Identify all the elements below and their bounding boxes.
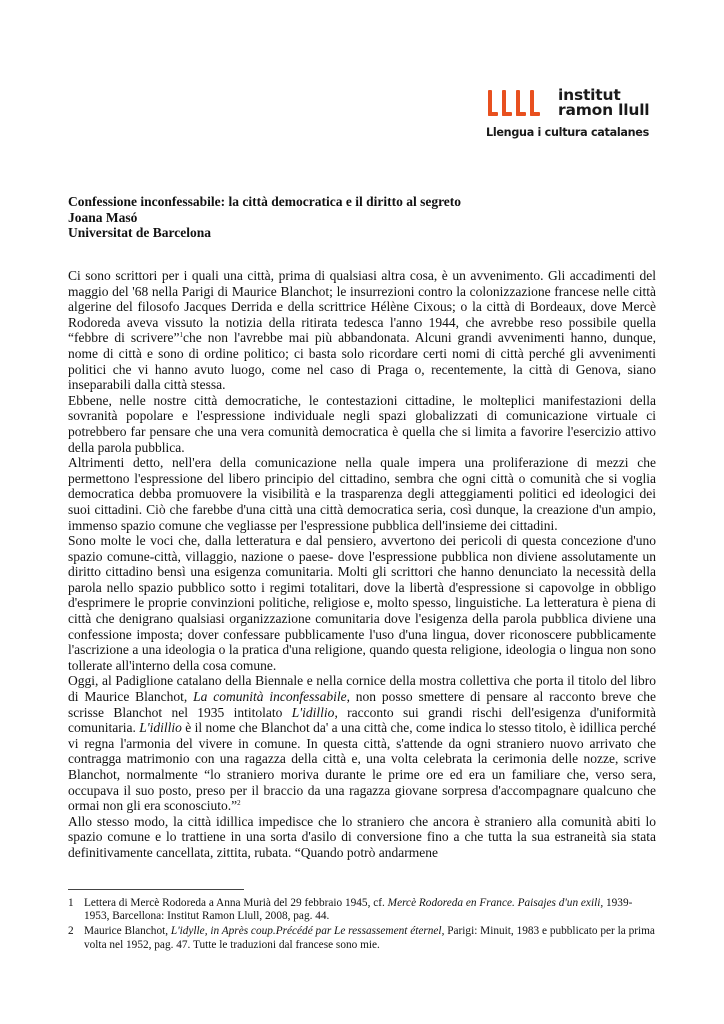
footnote-text: Maurice Blanchot, xyxy=(84,925,171,938)
footnote-italic-title: Mercè Rodoreda en France. Paisajes d'un exili, xyxy=(387,897,604,909)
book-title-italic: La comunità inconfessabile xyxy=(193,689,347,705)
institut-ramon-llull-logo xyxy=(482,84,652,148)
footnote-ref-1: 1 xyxy=(179,331,184,340)
footnote-1 xyxy=(68,897,656,923)
footnote-text: 1939-1953, Barcellona: Institut Ramon Llull, 2008, pag. 44. xyxy=(84,897,633,923)
footnote-ref-2: 2 xyxy=(237,799,241,808)
paragraph-1-end: che non l'avrebbe mai più abbandonata. Alcuni grandi avvenimenti hanno, dunque, nome di città e sono di ordine politico; ci basta solo ricordare certi nomi di città perché gli avvenimenti politici che vi hanno avuto luogo, come nel caso di Praga o, recentemente, la città di Genova, siano inseparabili dalla città stessa. xyxy=(68,330,656,393)
footnote-divider xyxy=(68,889,244,890)
paragraph-2: Ebbene, nelle nostre città democratiche, le contestazioni cittadine, le molteplici manifestazioni della sovranità popolare e l'espressione individuale negli spazi globalizzati di comunicazione virtuale ci potrebbero far pensare che una vera comunità democratica è quella che si limita a favorire l'esercizio attivo della parola pubblica. xyxy=(68,392,656,455)
paragraph-5-text-g: è il nome che Blanchot da' a una città che, come indica lo stesso titolo, è idillica perché vi regna l'armonia del vivere in comune. In questa città, s'attende da ogni straniero nuovo arrivato che contragga matrimonio con una ragazza della città e, una volta celebrata la cerimonia delle nozze, scrive Blanchot, normalmente “lo straniero moriva durante le prime ore ed era un familiare che, verso sera, occupava il suo posto, preso per il braccio da una ragazza giovane sorpresa d'accompagnare qualcuno che ormai non gli era sconosciuto.” xyxy=(68,720,656,814)
footnote-text: Lettera di Mercè Rodoreda a Anna Murià del 29 febbraio 1945, cf. xyxy=(84,897,388,909)
logo-wordmark xyxy=(558,88,649,118)
footnote-italic-title: L'idylle, in Après coup.Précédé par Le ressassement éternel xyxy=(170,925,442,938)
paragraph-5-text-a: Oggi, al Padiglione catalano della Biennale e nella cornice della mostra collettiva che porta il titolo del libro di Maurice Blanchot, xyxy=(68,673,656,705)
document-affiliation: Universitat de Barcelona xyxy=(68,225,211,240)
paragraph-5-text-e: , racconto sui grandi rischi dell'esigenza d'uniformità comunitaria. xyxy=(68,704,656,736)
paragraph-4: Sono molte le voci che, dalla letteratura e dal pensiero, avvertono dei pericoli di questa concezione d'uno spazio comune-città, villaggio, nazione o paese- dove l'espressione pubblica non diviene assolutamente un diritto cittadino bensì una esigenza comunitaria. Molti gli scrittori che hanno denunciato la necessità della parola nello spazio pubblico sotto i regimi totalitari, dove la libertà d'espressione si capovolge in obbligo d'esprimere le proprie convinzioni politiche, religiose e, molto spesso, linguistiche. La letteratura è piena di città che denigrano qualsiasi organizzazione comunitaria dove l'esigenza della parola pubblica diviene una confessione imposta; dover confessare pubblicamente l'uso d'una lingua, dover riconoscere pubblicamente l'ascrizione a una ideologia o la pratica d'una religione, quando questa religione, ideologia o lingua non sono tollerate all'interno della cosa comune. xyxy=(68,533,656,673)
paragraph-1-text: Ci sono scrittori per i quali una città, prima di qualsiasi altra cosa, è un avvenimento. Gli accadimenti del maggio del '68 nella Parigi di Maurice Blanchot; le insurrezioni contro la colonizzazione francese nelle città algerine del filosofo Jacques Derrida e della scrittrice Hélène Cixous; o la città di Bordeaux, dove Mercè Rodoreda aveva vissuto la notizia della ritirata tedesca l'anno 1944, che avrebbe reso possibile quella “febbre di scrivere” xyxy=(68,268,656,346)
footnote-number: 2 xyxy=(68,925,74,938)
footnote-2 xyxy=(68,925,656,951)
logo-tagline: Llengua i cultura catalanes xyxy=(486,126,649,139)
footnotes xyxy=(68,897,656,954)
paragraph-3: Altrimenti detto, nell'era della comunicazione nella quale impera una proliferazione di mezzi che permettono l'espressione del libero principio del cittadino, sembra che ogni città o comunità che si voglia democratica debba promuovere la visibilità e la trasparenza degli atteggiamenti politici ed ideologici dei suoi cittadini. Ciò che farebbe d'una città una città democratica seria, così dunque, la creazione d'un ampio, immenso spazio comune che vegliasse per l'espressione pubblica dell'insieme dei cittadini. xyxy=(68,455,656,533)
llll-logo-mark-icon xyxy=(488,90,546,116)
document-author: Joana Masó xyxy=(68,209,138,225)
paragraph-1 xyxy=(68,268,656,393)
document-header xyxy=(68,194,658,241)
logo-wordmark-line1: institut xyxy=(558,86,621,104)
paragraph-5 xyxy=(68,673,656,813)
story-title-italic-2: L'idillio xyxy=(139,720,182,736)
paragraph-5-text-c: , non posso smettere di pensare al racconto breve che scrisse Blanchot nel 1935 intitolato xyxy=(68,689,656,720)
footnote-text: , Parigi: Minuit, 1983 e pubblicato per la prima volta nel 1952, pag. 47. Tutte le traduzioni dal francese sono mie. xyxy=(84,925,655,951)
document-title: Confessione inconfessabile: la città democratica e il diritto al segreto xyxy=(68,194,462,209)
footnote-number: 1 xyxy=(68,897,74,909)
story-title-italic: L'idillio xyxy=(291,704,335,720)
paragraph-6: Allo stesso modo, la città idillica impedisce che lo straniero che ancora è straniero alla comunità abiti lo spazio comune e lo trattiene in una sorta d'asilo di conversione fino a che tutta la sua estraneità sia stata definitivamente cancellata, zittita, rubata. “Quando potrò andarmene xyxy=(68,813,656,860)
article-body xyxy=(68,268,656,861)
logo-wordmark-line2: ramon llull xyxy=(558,101,650,119)
